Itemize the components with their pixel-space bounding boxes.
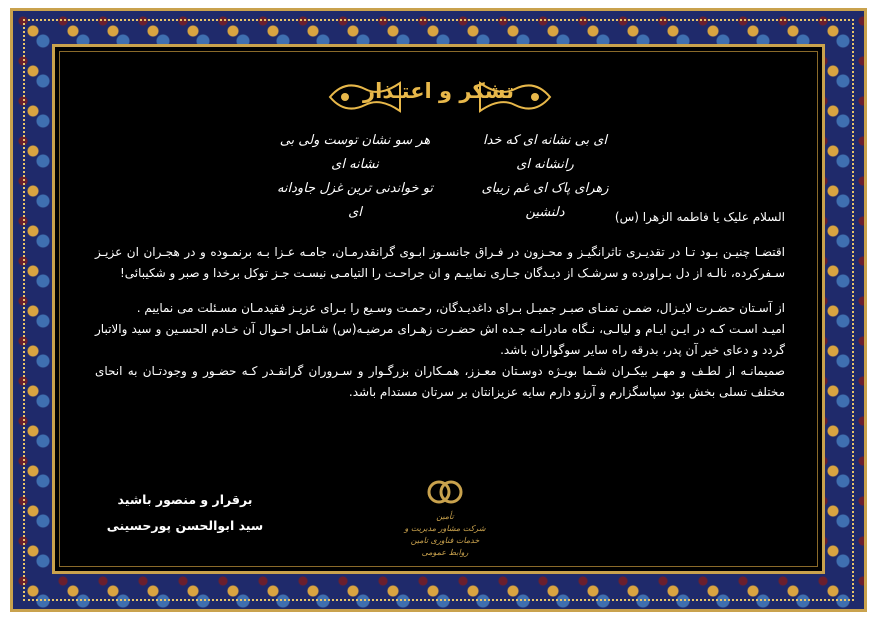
poem-line: زهرای پاک ای غم زیبای دلنشین [481, 181, 609, 220]
logo-brand: تأمین [436, 512, 454, 521]
poem-line: تو خواندنی ترین غزل جاودانه ای [276, 181, 434, 220]
poem-line: ای بی نشانه ای که خدا رانشانه ای [482, 133, 608, 172]
greeting: السلام علیک یا فاطمه الزهرا (س) [614, 210, 785, 224]
signature-block [95, 487, 275, 539]
company-logo [400, 477, 490, 557]
paragraph: صمیمانـه از لطـف و مهـر بیکـران شـما بویـژه دوسـتان معـزز، همـکاران بزرگـوار و سـروران گرانقـدر کـه حضـور و وجودتـان به انحای مختلف تسلی بخش بود سپاسگزارم و آرزو دارم سایه عزیزانتان بر سرتان مستدام باشد. [95, 364, 785, 399]
logo-line2: روابط عمومی [421, 548, 469, 557]
paragraph: از آسـتان حضـرت لایـزال، ضمـن تمنـای صبـر جمیـل بـرای داغدیـدگان، رحمـت وسـیع را بـرای عزیـز فقیدمـان مسـئلت می نماییم . [136, 301, 785, 315]
message-body [95, 207, 785, 403]
paragraph: اقتضـا چنیـن بـود تـا در تقدیـری تاثرانگیـز و محـزون در فـراق جانسـوز ابـوی گرانقدرمـان، جامـه عـزا بـه برنمـوده و در هجـران ان عزیـز سـفرکرده، نالـه از دل بـراورده و سرشـک از دیـدگان جـاری نماییـم و ان جراحـت را التیامـی نیسـت جـز توکل برخدا و صبر و شکیبائی! [95, 245, 785, 280]
card-panel [52, 44, 825, 574]
signature-line: برقرار و منصور باشید [117, 492, 253, 507]
signature-name: سید ابوالحسن پورحسینی [106, 518, 264, 533]
logo-line1: شرکت مشاور مدیریت و خدمات فناوری تامین [404, 524, 486, 545]
right-ornament-icon [475, 77, 555, 117]
page-title: تشکر و اعتـذار [363, 79, 514, 103]
title-block [55, 71, 822, 121]
poem-line: هر سو نشان توست ولی بی نشانه ای [279, 133, 431, 172]
logo-icon [425, 477, 465, 507]
paragraph: امیـد اسـت کـه در ایـن ایـام و لیالـی، نـگاه مادرانـه جـده اش حضـرت زهـرای مرضیـه(س) شـامل احـوال آن خـادم الحسـین و سید والاتبار گردد و دعای خیر آن پدر، بدرقه راه سایر سوگواران باشد. [95, 322, 785, 357]
